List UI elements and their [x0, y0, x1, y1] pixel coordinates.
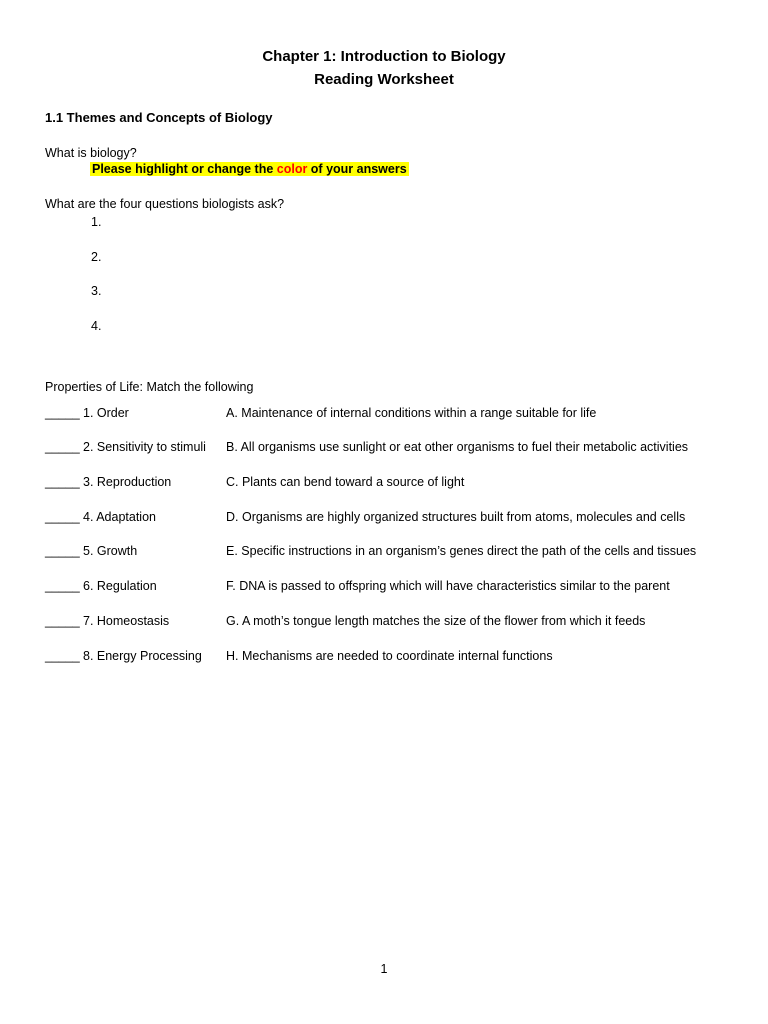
matching-term: 7. Homeostasis [83, 614, 170, 628]
matching-definition: C. Plants can bend toward a source of light [226, 475, 465, 489]
question-what-is-biology: What is biology? [45, 146, 137, 160]
matching-definition: A. Maintenance of internal conditions within a range suitable for life [226, 406, 597, 420]
answer-blank[interactable]: _____ [45, 614, 80, 628]
instruction-text-after: of your answers [307, 162, 407, 176]
matching-term: 2. Sensitivity to stimuli [83, 440, 206, 454]
matching-term: 8. Energy Processing [83, 649, 202, 663]
matching-row [45, 475, 745, 493]
section-heading: 1.1 Themes and Concepts of Biology [45, 110, 273, 125]
matching-definition: H. Mechanisms are needed to coordinate internal functions [226, 649, 553, 663]
matching-term: 1. Order [83, 406, 129, 420]
highlight-instruction [90, 162, 409, 176]
matching-row [45, 406, 745, 424]
question-four-questions: What are the four questions biologists ask? [45, 197, 285, 211]
matching-row [45, 649, 745, 667]
matching-term: 4. Adaptation [83, 510, 156, 524]
answer-number-2: 2. [91, 250, 102, 264]
matching-term: 5. Growth [83, 544, 138, 558]
matching-definition: D. Organisms are highly organized structures built from atoms, molecules and cells [226, 510, 686, 524]
matching-row [45, 440, 745, 458]
matching-term: 6. Regulation [83, 579, 157, 593]
title-line-1: Chapter 1: Introduction to Biology [262, 48, 506, 65]
matching-row [45, 544, 745, 562]
answer-blank[interactable]: _____ [45, 406, 80, 420]
matching-definition: G. A moth’s tongue length matches the size of the flower from which it feeds [226, 614, 646, 628]
answer-blank[interactable]: _____ [45, 544, 80, 558]
matching-definition: F. DNA is passed to offspring which will have characteristics similar to the parent [226, 579, 670, 593]
matching-row [45, 510, 745, 528]
answer-blank[interactable]: _____ [45, 649, 80, 663]
matching-term: 3. Reproduction [83, 475, 172, 489]
matching-definition: E. Specific instructions in an organism’s genes direct the path of the cells and tissues [226, 544, 697, 558]
answer-number-3: 3. [91, 284, 102, 298]
answer-blank[interactable]: _____ [45, 475, 80, 489]
instruction-color-word: color [276, 162, 308, 176]
title-line-2: Reading Worksheet [314, 71, 454, 88]
answer-blank[interactable]: _____ [45, 440, 80, 454]
matching-row [45, 614, 745, 632]
matching-heading: Properties of Life: Match the following [45, 380, 254, 394]
answer-blank[interactable]: _____ [45, 579, 80, 593]
answer-number-4: 4. [91, 319, 102, 333]
page-number: 1 [380, 962, 388, 976]
answer-blank[interactable]: _____ [45, 510, 80, 524]
instruction-text-before: Please highlight or change the [92, 162, 277, 176]
answer-number-1: 1. [91, 215, 102, 229]
matching-row [45, 579, 745, 597]
matching-definition: B. All organisms use sunlight or eat other organisms to fuel their metabolic activities [226, 440, 689, 454]
